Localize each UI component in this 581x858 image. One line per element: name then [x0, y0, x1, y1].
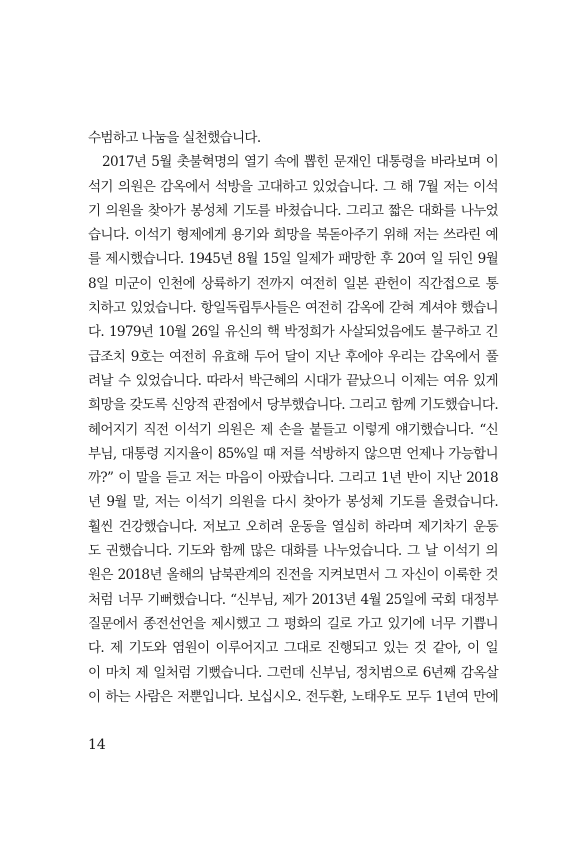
text-line: 이 마치 제 일처럼 기뻤습니다. 그런데 신부님, 정치범으로 6년째 감옥살	[88, 664, 498, 681]
text-line: 려날 수 있었습니다. 따라서 박근혜의 시대가 끝났으니 이제는 여유 있게	[88, 372, 498, 389]
text-line: 헤어지기 직전 이석기 의원은 제 손을 붙들고 이렇게 얘기했습니다. “신	[88, 421, 498, 438]
text-line: 다. 제 기도와 염원이 이루어지고 그대로 진행되고 있는 것 같아, 이 일	[88, 640, 498, 657]
text-line: 치하고 있었습니다. 항일독립투사들은 여전히 감옥에 갇혀 계셔야 했습니	[88, 300, 498, 317]
text-line: 년 9월 말, 저는 이석기 의원을 다시 찾아가 봉성체 기도를 올렸습니다.	[88, 494, 498, 511]
body-text	[88, 126, 498, 709]
text-line: 원은 2018년 올해의 남북관계의 진전을 지켜보면서 그 자신이 이룩한 것	[88, 567, 498, 584]
text-line: 2017년 5월 촛불혁명의 열기 속에 뽑힌 문재인 대통령을 바라보며 이	[102, 154, 498, 171]
text-line: 부님, 대통령 지지율이 85%일 때 저를 석방하지 않으면 언제나 가능합니	[88, 445, 498, 462]
text-line: 급조치 9호는 여전히 유효해 두어 달이 지난 후에야 우리는 감옥에서 풀	[88, 348, 498, 365]
text-line: 를 제시했습니다. 1945년 8월 15일 일제가 패망한 후 20여 일 뒤인 9월	[88, 251, 498, 268]
text-line: 훨씬 건강했습니다. 저보고 오히려 운동을 열심히 하라며 제기차기 운동	[88, 518, 498, 535]
text-line: 기 의원을 찾아가 봉성체 기도를 바쳤습니다. 그리고 짧은 대화를 나누었	[88, 202, 498, 219]
text-line: 수범하고 나눔을 실천했습니다.	[88, 130, 261, 146]
text-line: 이 하는 사람은 저뿐입니다. 보십시오. 전두환, 노태우도 모두 1년여 만에	[88, 688, 498, 705]
text-line: 다. 1979년 10월 26일 유신의 핵 박정희가 사살되었음에도 불구하고 긴	[88, 324, 498, 341]
text-line: 희망을 갖도록 신앙적 관점에서 당부했습니다. 그리고 함께 기도했습니다.	[88, 397, 498, 414]
text-line: 8일 미군이 인천에 상륙하기 전까지 여전히 일본 관헌이 직간접으로 통	[88, 275, 498, 292]
page-number: 14	[88, 737, 106, 753]
text-line: 습니다. 이석기 형제에게 용기와 희망을 북돋아주기 위해 저는 쓰라린 예	[88, 227, 498, 244]
text-line: 까?” 이 말을 듣고 저는 마음이 아팠습니다. 그리고 1년 반이 지난 2018	[88, 470, 498, 487]
text-line: 처럼 너무 기뻐했습니다. “신부님, 제가 2013년 4월 25일에 국회 대정부	[88, 591, 498, 608]
text-line: 도 권했습니다. 기도와 함께 많은 대화를 나누었습니다. 그 날 이석기 의	[88, 543, 498, 560]
text-line: 질문에서 종전선언을 제시했고 그 평화의 길로 가고 있기에 너무 기쁩니	[88, 615, 498, 632]
text-line: 석기 의원은 감옥에서 석방을 고대하고 있었습니다. 그 해 7월 저는 이석	[88, 178, 498, 195]
